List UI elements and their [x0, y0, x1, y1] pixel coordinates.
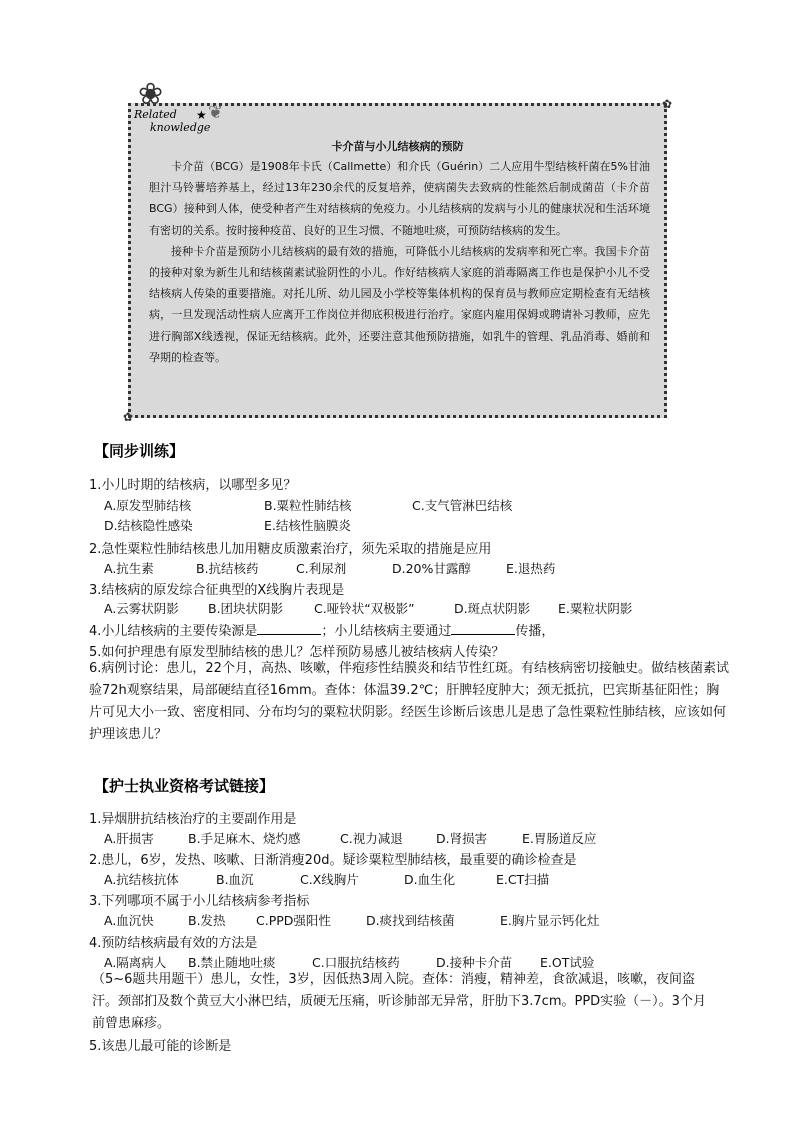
related-title: 卡介苗与小儿结核病的预防 [331, 140, 464, 153]
option: A.肝损害 [104, 831, 154, 846]
option: E.结核性脑膜炎 [264, 518, 351, 533]
corner-flower-icon: ✿ [123, 410, 134, 424]
section-heading-exam: 【护士执业资格考试链接】 [94, 777, 275, 795]
options-row [104, 829, 596, 847]
related-paragraph-1: 卡介苗（BCG）是1908年卡氏（Callmette）和介氏（Guérin）二人应用牛型结核杆菌在5%甘油胆汁马铃薯培养基上，经过13年230余代的反复培养，使病菌失去致病的性能然后制成菌苗（卡介苗BCG）接种到人体，使受种者产生对结核病的免疫力。小儿结核病的发病与小儿的健康状况和生活环境有密切的关系。按时接种疫苗、良好的卫生习惯、不随地吐痰，可预防结核病的发生。 [149, 160, 650, 237]
exam-question-4: 4.预防结核病最有效的方法是 [89, 936, 258, 951]
option: D.血生化 [404, 872, 456, 887]
options-row [104, 870, 549, 888]
option: D.接种卡介苗 [436, 955, 513, 970]
question-5: 5.如何护理患有原发型肺结核的患儿？怎样预防易感儿被结核病人传染？ [89, 645, 505, 660]
question-6: 6.病例讨论：患儿，22个月，高热、咳嗽，伴疱疹性结膜炎和结节性红斑。有结核病密切接触史。做结核菌素试验72h观察结果，局部硬结直径16mm。查体：体温39.2℃；肝脾轻度肿大；颈无抵抗，巴宾斯基征阳性；胸片可见大小一致、密度相同、分布均匀的粟粒状阴影。经医生诊断后该患儿是患了急性粟粒性肺结核，应该如何护理该患儿？ [89, 661, 729, 742]
leaf-icon: ❦ [208, 102, 224, 123]
option: B.血沉 [216, 872, 254, 887]
related-paragraph-2: 接种卡介苗是预防小儿结核病的最有效的措施，可降低小儿结核病的发病率和死亡率。我国卡介苗的接种对象为新生儿和结核菌素试验阴性的小儿。作好结核病人家庭的消毒隔离工作也是保护小儿不受结核病人传染的重要措施。对托儿所、幼儿园及小学校等集体机构的保育员与教师应定期检查有无结核病，一旦发现活动性病人应离开工作岗位并彻底积极进行治疗。家庭内雇用保姆或聘请补习教师，应先进行胸部X线透视，保证无结核病。此外，还要注意其他预防措施，如乳牛的管理、乳品消毒、婚前和孕期的检查等。 [149, 244, 650, 364]
option: E.胃肠道反应 [522, 831, 597, 846]
option: C.PPD强阳性 [256, 913, 331, 928]
option: A.隔离病人 [104, 955, 167, 970]
question-3: 3.结核病的原发综合征典型的X线胸片表现是 [89, 583, 345, 598]
option: D.肾损害 [436, 831, 488, 846]
question-4 [89, 620, 554, 639]
option: A.原发型肺结核 [104, 498, 192, 513]
option: B.发热 [188, 913, 226, 928]
related-knowledge-logo [124, 77, 234, 140]
question-4-part-2: ；小儿结核病主要通过 [321, 624, 452, 639]
option: A.血沉快 [104, 913, 154, 928]
question-4-part-1: 4.小儿结核病的主要传染源是 [89, 624, 258, 639]
option: A.抗生素 [104, 561, 154, 576]
option: D.20%甘露醇 [392, 561, 471, 576]
option: E.CT扫描 [496, 872, 550, 887]
options-row [104, 911, 599, 929]
flower-icon: ❀ [138, 77, 164, 112]
option: B.手足麻木、烧灼感 [188, 831, 301, 846]
option: A.抗结核抗体 [104, 872, 179, 887]
option: D.结核隐性感染 [104, 518, 193, 533]
exam-question-5: 5.该患儿最可能的诊断是 [89, 1039, 232, 1054]
question-1: 1.小儿时期的结核病，以哪型多见？ [89, 478, 297, 493]
option: C.利尿剂 [296, 561, 347, 576]
option: C.X线胸片 [300, 872, 359, 887]
corner-flower-icon: ✿ [661, 97, 672, 111]
options-row [104, 599, 632, 617]
exam-question-3: 3.下列哪项不属于小儿结核病参考指标 [89, 894, 310, 909]
question-2: 2.急性粟粒性肺结核患儿加用糖皮质激素治疗，须先采取的措施是应用 [89, 542, 492, 557]
options-row [104, 559, 555, 577]
option: B.抗结核药 [196, 561, 259, 576]
logo-text-knowledge: knowledge [150, 121, 211, 134]
section-heading-sync: 【同步训练】 [94, 442, 185, 460]
option: B.粟粒性肺结核 [264, 498, 352, 513]
related-text [149, 156, 650, 368]
option: E.退热药 [506, 561, 556, 576]
logo-text-related: Related [134, 108, 177, 121]
related-knowledge-box [123, 97, 672, 424]
exam-question-2: 2.患儿，6岁，发热、咳嗽、日渐消瘦20d。疑诊粟粒型肺结核，最重要的确诊检查是 [89, 853, 577, 868]
option: D.斑点状阴影 [454, 601, 531, 616]
option: C.口服抗结核药 [312, 955, 400, 970]
option: C.哑铃状“双极影” [314, 601, 415, 616]
option: C.支气管淋巴结核 [412, 498, 513, 513]
option: B.禁止随地吐痰 [188, 955, 276, 970]
option: E.胸片显示钙化灶 [500, 913, 600, 928]
options-row [104, 516, 351, 534]
option: C.视力减退 [340, 831, 403, 846]
option: E.粟粒状阴影 [558, 601, 633, 616]
option: A.云雾状阴影 [104, 601, 179, 616]
answer-blank[interactable] [257, 621, 321, 635]
option: E.OT试验 [540, 955, 595, 970]
exam-question-1: 1.异烟肼抗结核治疗的主要副作用是 [89, 812, 297, 827]
answer-blank[interactable] [451, 621, 515, 635]
options-row [104, 496, 512, 514]
option: D.痰找到结核菌 [366, 913, 455, 928]
option: B.团块状阴影 [208, 601, 284, 616]
case-stem: （5~6题共用题干）患儿，女性，3岁，因低热3周入院。查体：消瘦，精神差，食欲减退，咳嗽，夜间盗汗。颈部扪及数个黄豆大小淋巴结，质硬无压痛，听诊肺部无异常，肝肋下3.7cm。PPD实验（－）。3个月前曾患麻疹。 [92, 972, 706, 1031]
star-icon: ★ [196, 108, 207, 122]
question-4-part-3: 传播， [515, 624, 555, 639]
